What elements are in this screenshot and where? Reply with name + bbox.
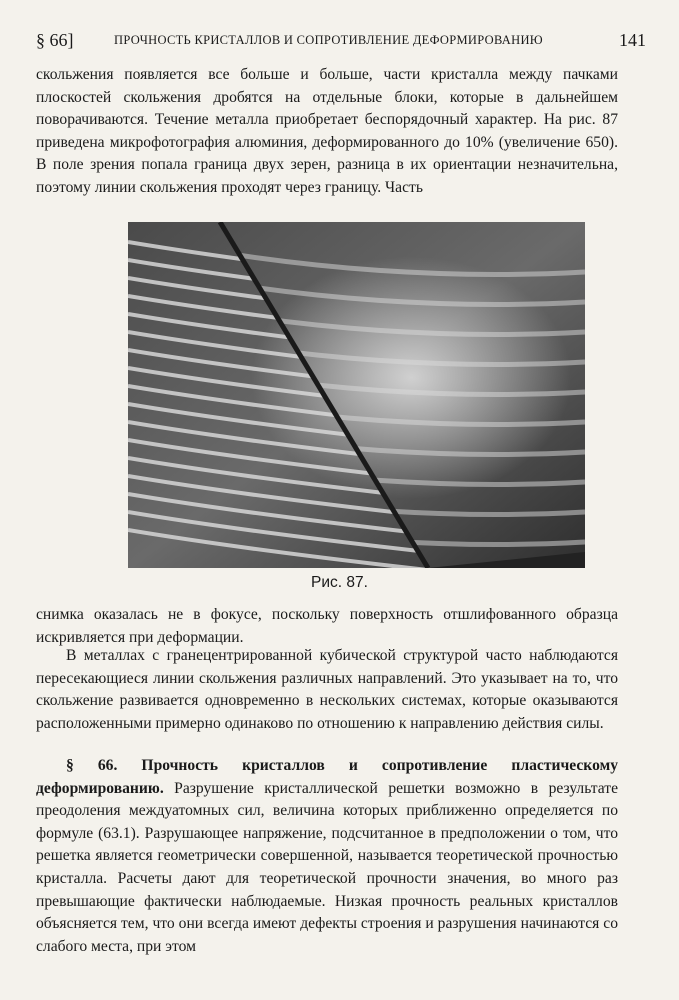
paragraph-3: В металлах с гранецентрированной кубической структурой часто наблюдаются пересекающиеся линии скольжения различных направлений. Это указывает на то, что скольжение развивается одновременно в нескольких системах, которые оказываются расположенными примерно одинаково по отношению к направлению действия силы. [36,647,618,732]
header-title: ПРОЧНОСТЬ КРИСТАЛЛОВ И СОПРОТИВЛЕНИЕ ДЕФОРМИРОВАНИЮ [114,33,543,47]
header-section-number: § 66] [36,30,74,50]
paragraph-2: снимка оказалась не в фокусе, поскольку поверхность отшлифованного образца искривляется при деформации. [36,606,618,646]
paragraph-1: скольжения появляется все больше и больше, части кристалла между пачками плоскостей скольжения дробятся на отдельные блоки, которые в дальнейшем поворачиваются. Течение металла приобретает беспорядочный характер. На рис. 87 приведена микрофотография алюминия, деформированного до 10% (увеличение 650). В поле зрения попала граница двух зерен, разница в их ориентации незначительна, поэтому линии скольжения проходят через границу. Часть [36,66,618,196]
micrograph-image [128,222,585,568]
paragraph-4 [36,755,618,958]
section-heading: § 66. Прочность кристаллов и сопротивление пластическому деформированию. [36,757,618,797]
section-body: Разрушение кристаллической решетки возможно в результате преодоления междуатомных сил, величина которых приближенно определяется по формуле (63.1). Разрушающее напряжение, подсчитанное в предположении о том, что решетка является геометрически совершенной, называется теоретической прочностью кристалла. Расчеты дают для теоретической прочности значения, во много раз превышающие фактически наблюдаемые. Низкая прочность реальных кристаллов объясняется тем, что они всегда имеют дефекты строения и разрушения начинаются со слабого места, при этом [36,779,618,955]
figure-caption: Рис. 87. [311,574,368,591]
page-number: 141 [619,30,646,50]
micrograph-figure [128,222,585,568]
running-header [36,30,646,54]
